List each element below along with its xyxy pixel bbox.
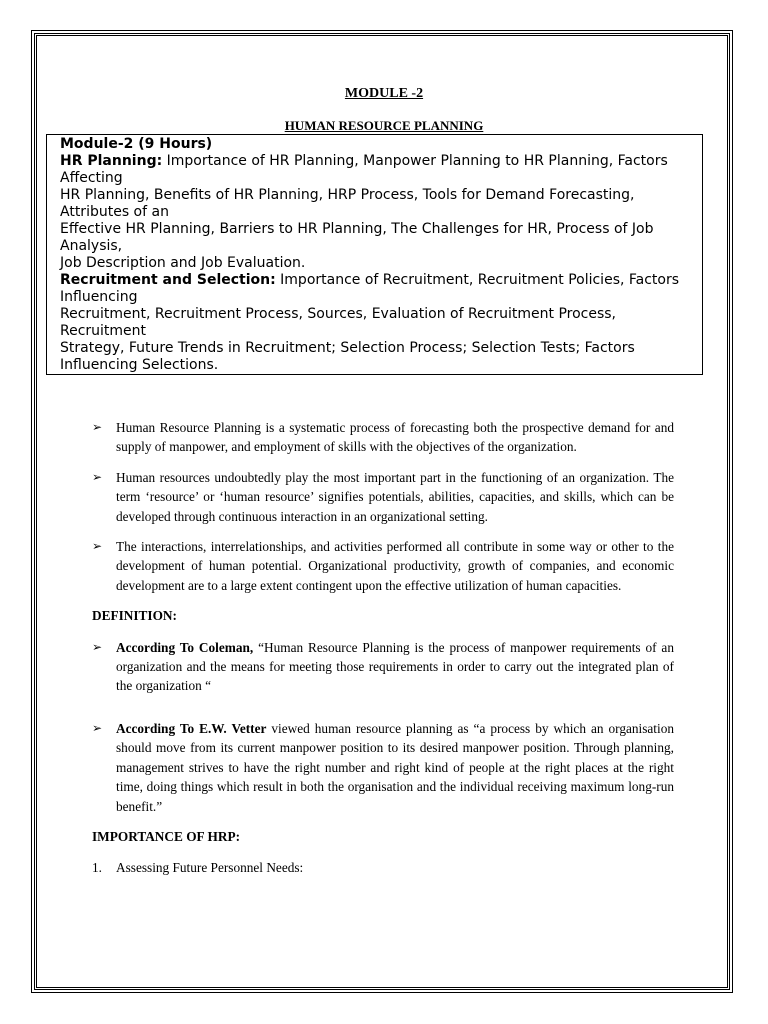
bullet-item: ➢ Human Resource Planning is a systematic process of forecasting both the prospective demand for and supply of manpower, and employment of skills with the objectives of the organization.: [92, 420, 674, 455]
syllabus-hr-planning: HR Planning: Importance of HR Planning, Manpower Planning to HR Planning, Factors Affecting: [60, 153, 668, 186]
bullet-item: ➢ The interactions, interrelationships, and activities performed all contribute in some way or other to the development of human potential. Organizational productivity, growth of companies, and economic development are to a large extent contingent upon the effective utilization of human capacities.: [92, 539, 674, 593]
bullet-item: ➢ Human resources undoubtedly play the most important part in the functioning of an organization. The term ‘resource’ or ‘human resource’ signifies potentials, abilities, capacities, and skills, which can be developed through continuous interaction in an organizational setting.: [92, 469, 674, 524]
arrow-bullet-icon: ➢: [92, 720, 103, 735]
definition-coleman: ➢ According To Coleman, “Human Resource Planning is the process of manpower requirements of an organization and the means for meeting those requirements in order to carry out the integrated plan of the organization “: [92, 639, 674, 694]
definition-heading: DEFINITION:: [92, 608, 177, 624]
syllabus-hr-line2: HR Planning, Benefits of HR Planning, HRP Process, Tools for Demand Forecasting, Attributes of an: [60, 187, 635, 220]
module-title: MODULE -2: [344, 86, 424, 101]
syllabus-box: [46, 134, 703, 375]
arrow-bullet-icon: ➢: [92, 469, 103, 484]
importance-heading: IMPORTANCE OF HRP:: [92, 828, 240, 844]
arrow-bullet-icon: ➢: [92, 420, 103, 434]
arrow-bullet-icon: ➢: [92, 639, 103, 654]
syllabus-hr-line4: Job Description and Job Evaluation.: [60, 255, 306, 271]
arrow-bullet-icon: ➢: [92, 539, 103, 554]
main-content: [92, 418, 674, 878]
syllabus-recruitment: Recruitment and Selection: Importance of Recruitment, Recruitment Policies, Factors Influencing: [60, 272, 680, 305]
syllabus-hr-line3: Effective HR Planning, Barriers to HR Planning, The Challenges for HR, Process of Job Analysis,: [60, 221, 654, 254]
syllabus-rs-line2: Recruitment, Recruitment Process, Sources, Evaluation of Recruitment Process, Recruitment: [60, 306, 617, 339]
numbered-item: 1. Assessing Future Personnel Needs:: [92, 858, 674, 877]
syllabus-rs-line3: Strategy, Future Trends in Recruitment; Selection Process; Selection Tests; Factors Influencing Selections.: [60, 340, 635, 373]
syllabus-hours: Module-2 (9 Hours): [60, 136, 213, 152]
definition-vetter: ➢ According To E.W. Vetter viewed human resource planning as “a process by which an organisation should move from its current manpower position to its desired manpower position. Through planning, management strives to have the right number and right kind of people at the right places at the right time, doing things which result in both the organisation and the individual receiving maximum long-run benefit.”: [92, 720, 674, 814]
item-number: 1.: [92, 860, 102, 876]
section-title: HUMAN RESOURCE PLANNING: [284, 118, 484, 133]
